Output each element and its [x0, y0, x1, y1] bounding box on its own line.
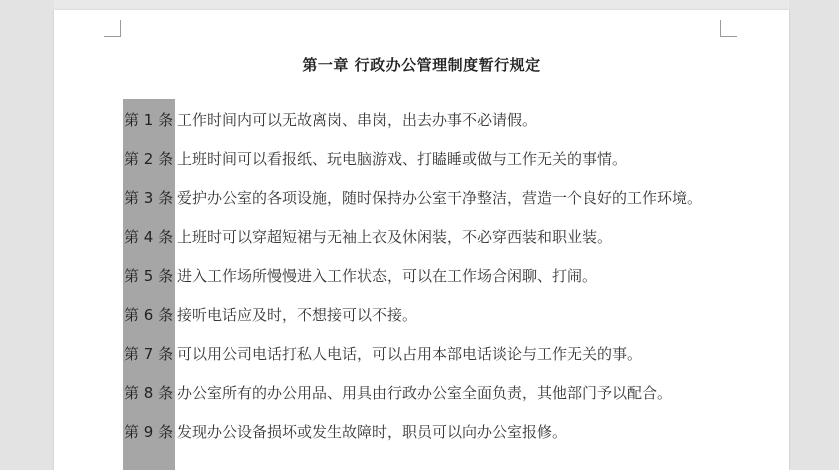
- article-text[interactable]: 上班时可以穿超短裙与无袖上衣及休闲装，不必穿西装和职业装。: [177, 228, 613, 246]
- article-text[interactable]: 进入工作场所慢慢进入工作状态，可以在工作场合闲聊、打闹。: [177, 267, 598, 285]
- article-item[interactable]: [124, 343, 784, 382]
- document-title[interactable]: 第一章 行政办公管理制度暂行规定: [302, 56, 541, 74]
- article-text[interactable]: 发现办公设备损坏或发生故障时，职员可以向办公室报修。: [177, 423, 568, 441]
- article-item[interactable]: [124, 382, 784, 421]
- article-item[interactable]: [124, 265, 784, 304]
- article-item[interactable]: [124, 148, 784, 187]
- document-page[interactable]: [54, 10, 789, 470]
- article-number[interactable]: 第 5 条: [124, 267, 174, 285]
- page-corner-mark-top-left: [104, 20, 121, 37]
- workspace-left-margin: [0, 0, 54, 470]
- article-text[interactable]: 办公室所有的办公用品、用具由行政办公室全面负责，其他部门予以配合。: [177, 384, 673, 402]
- article-text[interactable]: 工作时间内可以无故离岗、串岗，出去办事不必请假。: [177, 111, 538, 129]
- article-item[interactable]: [124, 304, 784, 343]
- article-number[interactable]: 第 8 条: [124, 384, 174, 402]
- article-number[interactable]: 第 2 条: [124, 150, 174, 168]
- article-number[interactable]: 第 9 条: [124, 423, 174, 441]
- article-list: [124, 109, 784, 460]
- article-text[interactable]: 上班时间可以看报纸、玩电脑游戏、打瞌睡或做与工作无关的事情。: [177, 150, 628, 168]
- article-number[interactable]: 第 3 条: [124, 189, 174, 207]
- page-corner-mark-top-right: [720, 20, 737, 37]
- article-text[interactable]: 接听电话应及时，不想接可以不接。: [177, 306, 418, 324]
- article-item[interactable]: [124, 226, 784, 265]
- article-number[interactable]: 第 4 条: [124, 228, 174, 246]
- article-text[interactable]: 可以用公司电话打私人电话，可以占用本部电话谈论与工作无关的事。: [177, 345, 643, 363]
- article-item[interactable]: [124, 421, 784, 460]
- article-text[interactable]: 爱护办公室的各项设施，随时保持办公室干净整洁，营造一个良好的工作环境。: [177, 189, 703, 207]
- article-item[interactable]: [124, 109, 784, 148]
- article-number[interactable]: 第 6 条: [124, 306, 174, 324]
- article-number[interactable]: 第 1 条: [124, 111, 174, 129]
- article-number[interactable]: 第 7 条: [124, 345, 174, 363]
- workspace-right-margin: [789, 0, 839, 470]
- article-item[interactable]: [124, 187, 784, 226]
